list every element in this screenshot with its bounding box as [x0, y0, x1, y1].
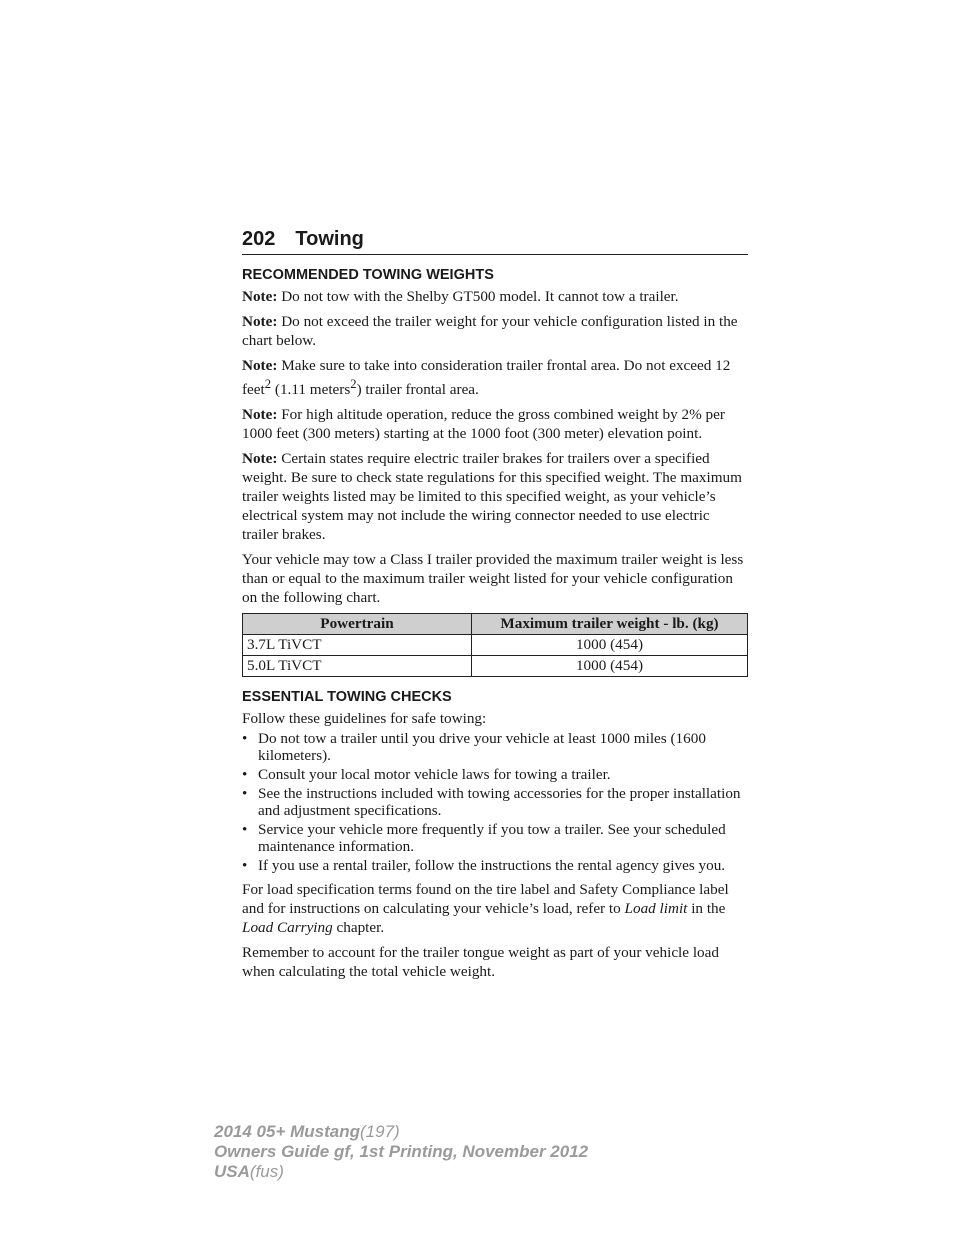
note-text: Make sure to take into consideration trailer frontal area. Do not exceed 12 feet: [242, 357, 731, 399]
note-text: Do not exceed the trailer weight for your vehicle configuration listed in the chart below.: [242, 313, 738, 349]
footer-line: Owners Guide gf, 1st Printing, November 2012: [214, 1142, 589, 1161]
bullets-intro: Follow these guidelines for safe towing:: [242, 710, 487, 728]
tongue-weight-paragraph: Remember to account for the trailer tongue weight as part of your vehicle load when calculating the total vehicle weight.: [242, 944, 719, 981]
cell-max-weight: 1000 (454): [472, 635, 748, 656]
note-label: Note:: [242, 357, 278, 374]
load-spec-paragraph: For load specification terms found on the tire label and Safety Compliance label and for instructions on calculating your vehicle’s load, refer to Load limit in the Load Carrying chapter.: [242, 881, 729, 937]
cross-reference-load-carrying: Load Carrying: [242, 919, 333, 937]
note-text: Certain states require electric trailer brakes for trailers over a specified weight. Be sure to check state regulations for this specified weight. The maximum trailer weights listed may be limited to this specified weight, as your vehicle’s electrical system may not include the wiring connector needed to use electric trailer brakes.: [242, 450, 742, 544]
table-header-row: [243, 614, 748, 635]
column-header-powertrain: Powertrain: [243, 614, 472, 635]
note-label: Note:: [242, 406, 278, 424]
bullet-icon: •: [242, 785, 248, 803]
print-footer: [214, 1122, 588, 1182]
note-text: (1.11 meters: [271, 381, 351, 399]
list-item: • Do not tow a trailer until you drive your vehicle at least 1000 miles (1600 kilometers).: [242, 730, 706, 765]
note-paragraph: [242, 312, 748, 350]
list-item: • If you use a rental trailer, follow the instructions the rental agency gives you.: [242, 857, 726, 875]
table-row: [243, 635, 748, 656]
section-heading-recommended-towing-weights: RECOMMENDED TOWING WEIGHTS: [242, 267, 494, 283]
cell-powertrain: 5.0L TiVCT: [243, 656, 472, 677]
note-label: Note:: [242, 450, 278, 468]
note-label: Note:: [242, 313, 278, 330]
section-heading-essential-towing-checks: ESSENTIAL TOWING CHECKS: [242, 689, 452, 706]
note-paragraph: [242, 405, 748, 443]
page-header: [242, 228, 748, 255]
page-number: 202: [242, 228, 276, 250]
cell-max-weight: 1000 (454): [472, 656, 748, 677]
towing-checklist: [242, 730, 748, 874]
superscript: 2: [350, 377, 357, 391]
trailer-weight-table: [242, 613, 748, 677]
note-paragraph: [242, 356, 748, 399]
cross-reference-load-limit: Load limit: [624, 900, 688, 918]
manual-page: [242, 228, 748, 987]
note-text: For high altitude operation, reduce the gross combined weight by 2% per 1000 feet (300 meters) starting at the 1000 foot (300 meter) elevation point.: [242, 406, 725, 443]
chapter-title: Towing: [295, 228, 364, 250]
table-row: [243, 656, 748, 677]
cell-powertrain: 3.7L TiVCT: [243, 635, 472, 656]
note-paragraph: [242, 449, 748, 544]
note-text: Do not tow with the Shelby GT500 model. It cannot tow a trailer.: [281, 288, 679, 305]
footer-line: USA(fus): [214, 1162, 284, 1181]
list-item: • Service your vehicle more frequently if you tow a trailer. See your scheduled maintenance information.: [242, 821, 726, 856]
footer-line: 2014 05+ Mustang(197): [214, 1122, 400, 1141]
intro-paragraph: Your vehicle may tow a Class I trailer provided the maximum trailer weight is less than or equal to the maximum trailer weight listed for your vehicle configuration on the following chart.: [242, 551, 744, 607]
list-item: • Consult your local motor vehicle laws for towing a trailer.: [242, 766, 611, 784]
bullet-icon: •: [242, 821, 248, 839]
note-text: ) trailer frontal area.: [356, 381, 479, 399]
superscript: 2: [264, 377, 272, 391]
note-label: Note:: [242, 288, 278, 305]
list-item: • See the instructions included with towing accessories for the proper installation and adjustment specifications.: [242, 785, 741, 820]
note-paragraph: [242, 287, 748, 306]
column-header-max-weight: Maximum trailer weight - lb. (kg): [472, 614, 748, 635]
bullet-icon: •: [242, 730, 248, 748]
bullet-icon: •: [242, 857, 248, 875]
bullet-icon: •: [242, 766, 248, 784]
